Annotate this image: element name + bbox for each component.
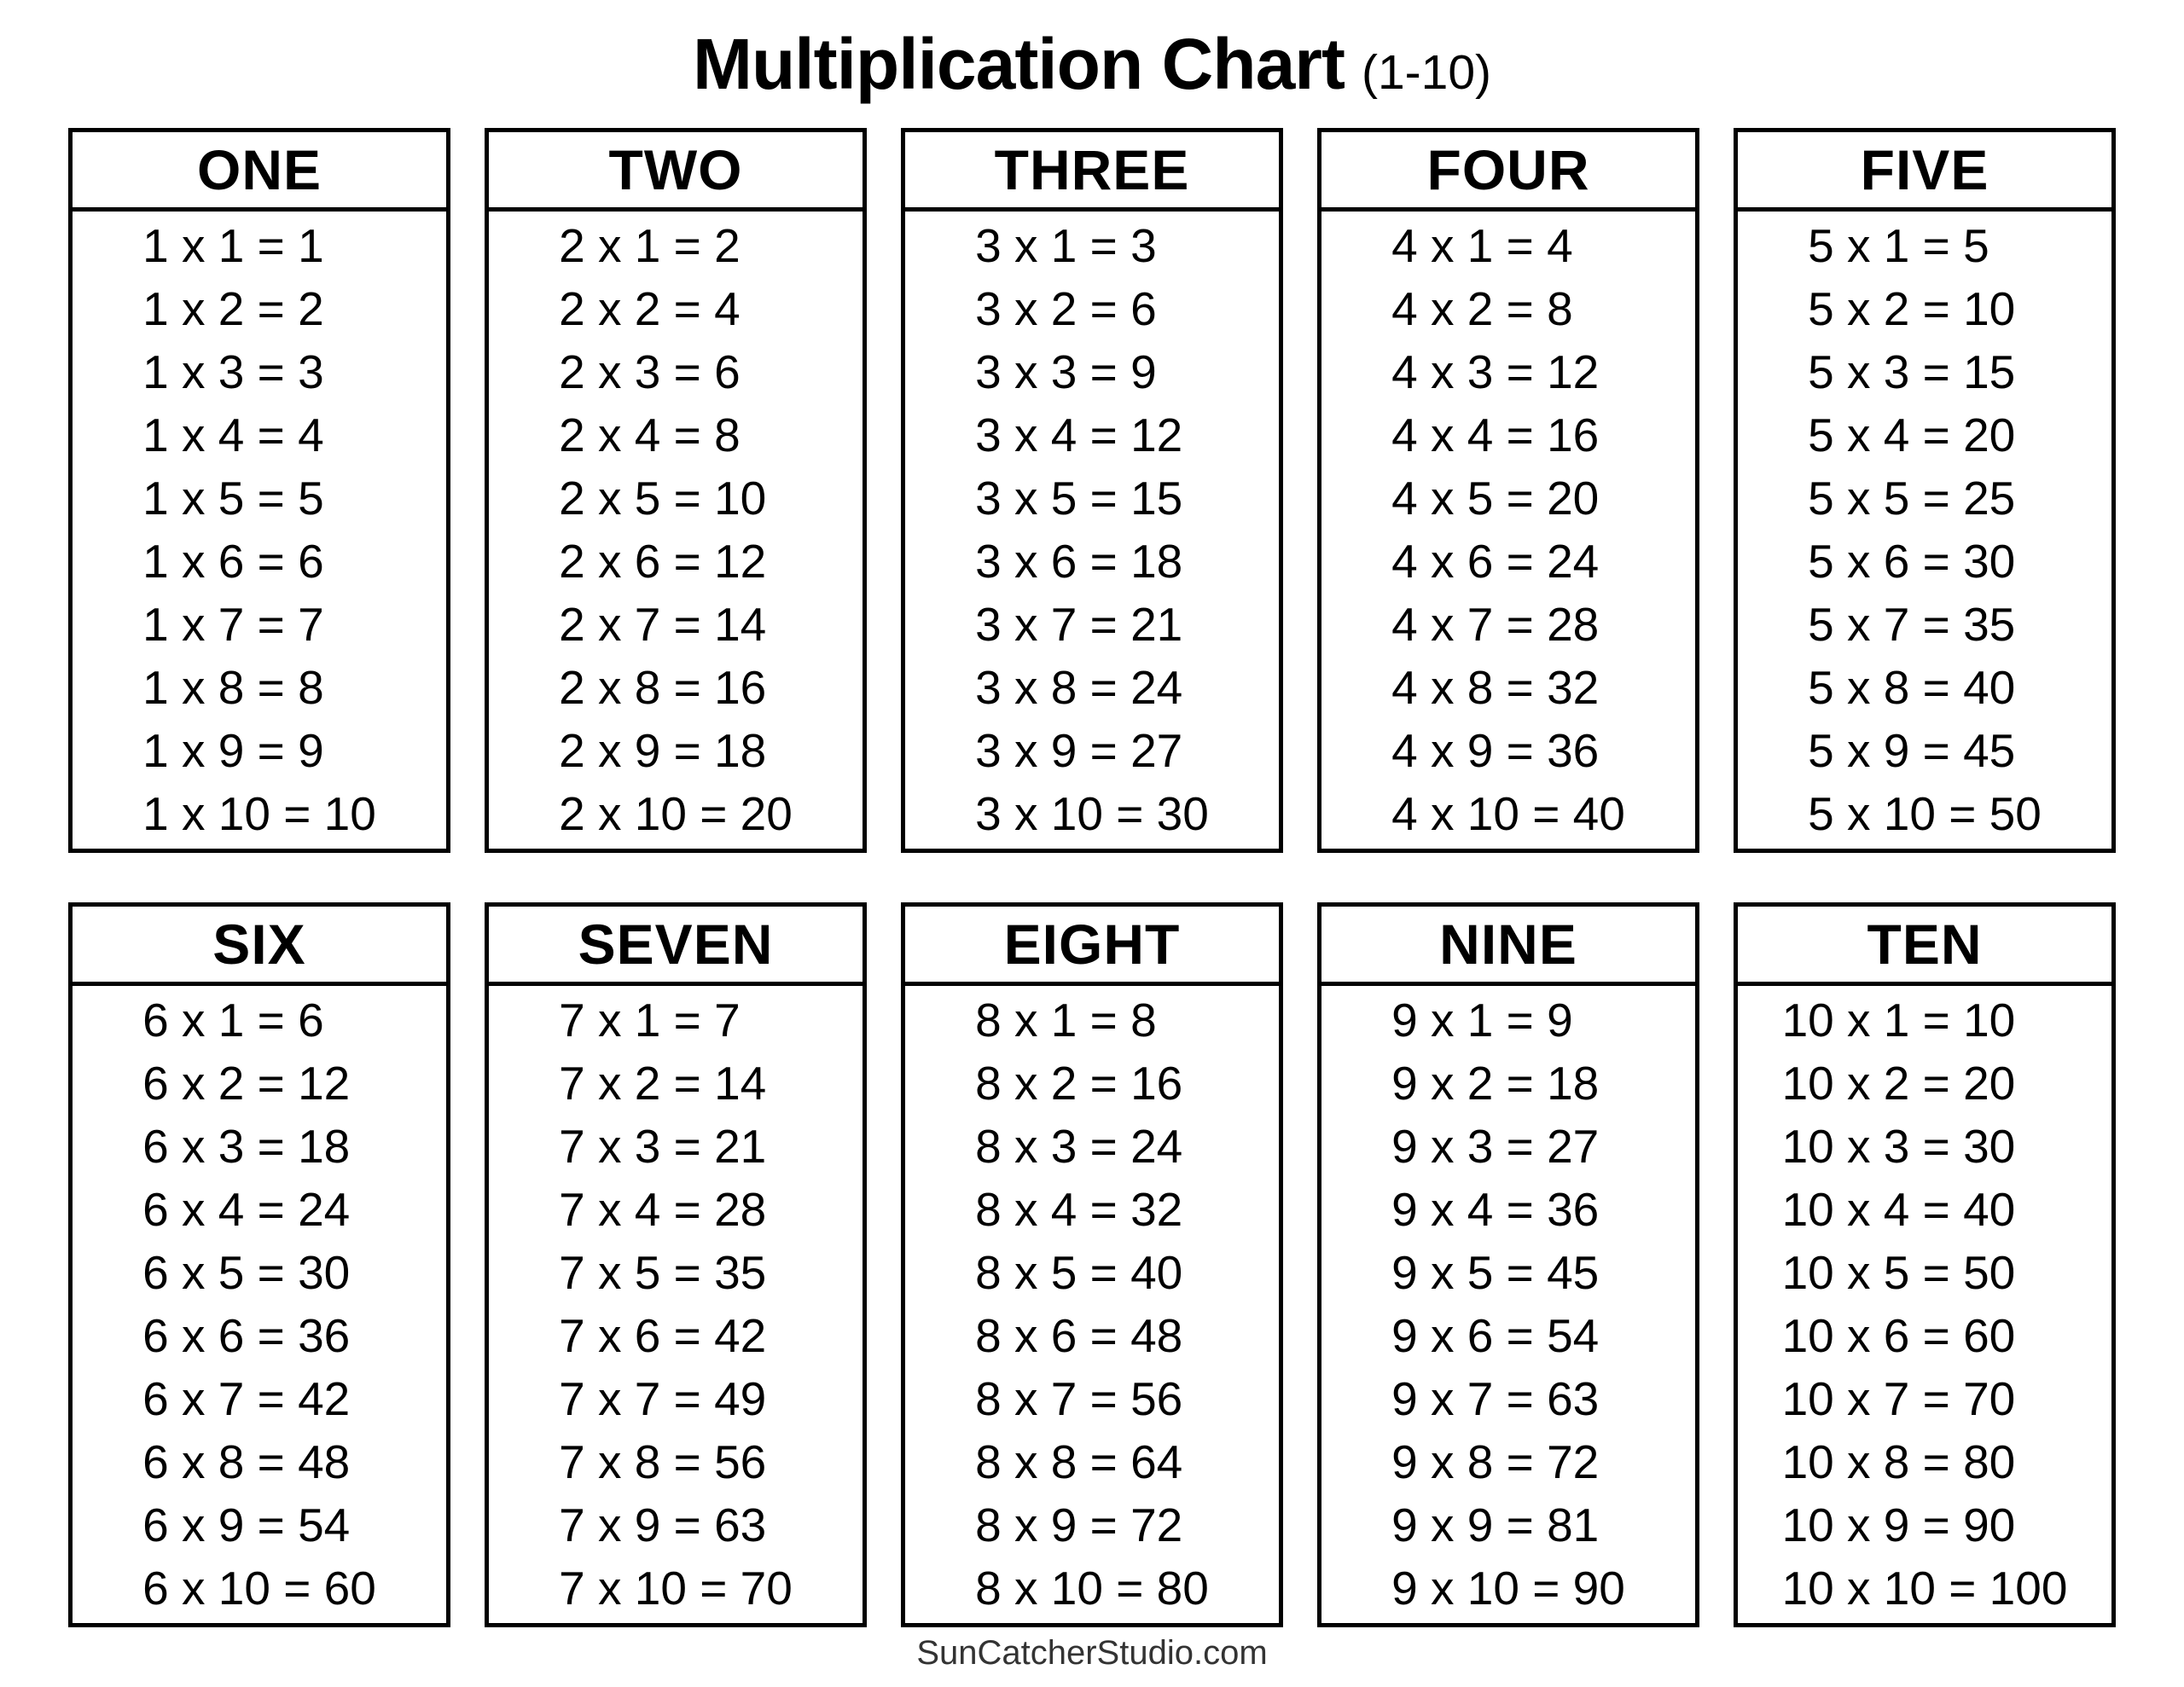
table-header-label: TEN — [1738, 907, 2111, 986]
fact-line: 3 x 9 = 27 — [975, 724, 1183, 777]
facts-list — [1391, 988, 1625, 1620]
fact-line: 5 x 9 = 45 — [1808, 724, 2016, 777]
fact-line: 1 x 7 = 7 — [142, 598, 324, 651]
fact-line: 3 x 3 = 9 — [975, 345, 1157, 398]
footer-website-text: SunCatcherStudio.com — [916, 1633, 1268, 1672]
table-body — [1321, 212, 1695, 849]
fact-line: 2 x 7 = 14 — [559, 598, 767, 651]
fact-line: 6 x 5 = 30 — [142, 1246, 351, 1299]
fact-line: 9 x 6 = 54 — [1391, 1309, 1600, 1362]
fact-line: 8 x 4 = 32 — [975, 1183, 1183, 1236]
fact-line: 6 x 4 = 24 — [142, 1183, 351, 1236]
fact-line: 9 x 4 = 36 — [1391, 1183, 1600, 1236]
fact-line: 7 x 2 = 14 — [559, 1057, 767, 1110]
fact-line: 5 x 7 = 35 — [1808, 598, 2016, 651]
fact-line: 4 x 5 = 20 — [1391, 472, 1600, 525]
fact-line: 10 x 1 = 10 — [1781, 994, 2016, 1046]
fact-line: 9 x 9 = 81 — [1391, 1499, 1600, 1551]
fact-line: 5 x 1 = 5 — [1808, 219, 1989, 272]
fact-line: 8 x 10 = 80 — [975, 1562, 1209, 1615]
fact-line: 4 x 4 = 16 — [1391, 409, 1600, 461]
facts-list — [975, 214, 1209, 845]
fact-line: 2 x 1 = 2 — [559, 219, 741, 272]
table-body — [489, 212, 863, 849]
table-body — [905, 212, 1279, 849]
fact-line: 9 x 10 = 90 — [1391, 1562, 1625, 1615]
fact-line: 5 x 6 = 30 — [1808, 535, 2016, 588]
fact-line: 6 x 7 = 42 — [142, 1372, 351, 1425]
fact-line: 3 x 2 = 6 — [975, 282, 1157, 335]
fact-line: 10 x 2 = 20 — [1781, 1057, 2016, 1110]
fact-line: 3 x 5 = 15 — [975, 472, 1183, 525]
fact-line: 5 x 8 = 40 — [1808, 661, 2016, 714]
table-header-label: SIX — [73, 907, 446, 986]
table-header-label: ONE — [73, 132, 446, 212]
multiplication-table-ten — [1734, 902, 2116, 1627]
fact-line: 6 x 3 = 18 — [142, 1120, 351, 1173]
fact-line: 5 x 2 = 10 — [1808, 282, 2016, 335]
table-header-label: EIGHT — [905, 907, 1279, 986]
fact-line: 1 x 9 = 9 — [142, 724, 324, 777]
page-title: Multiplication Chart — [692, 23, 1345, 104]
table-body — [1738, 212, 2111, 849]
fact-line: 5 x 10 = 50 — [1808, 787, 2042, 840]
fact-line: 4 x 7 = 28 — [1391, 598, 1600, 651]
multiplication-table-nine — [1317, 902, 1699, 1627]
fact-line: 4 x 2 = 8 — [1391, 282, 1573, 335]
fact-line: 7 x 4 = 28 — [559, 1183, 767, 1236]
table-body — [1321, 986, 1695, 1623]
fact-line: 4 x 10 = 40 — [1391, 787, 1625, 840]
multiplication-table-three — [901, 128, 1283, 853]
fact-line: 1 x 3 = 3 — [142, 345, 324, 398]
fact-line: 2 x 4 = 8 — [559, 409, 741, 461]
fact-line: 10 x 9 = 90 — [1781, 1499, 2016, 1551]
fact-line: 2 x 2 = 4 — [559, 282, 741, 335]
fact-line: 4 x 1 = 4 — [1391, 219, 1573, 272]
table-body — [489, 986, 863, 1623]
table-body — [905, 986, 1279, 1623]
fact-line: 1 x 10 = 10 — [142, 787, 376, 840]
fact-line: 10 x 5 = 50 — [1781, 1246, 2016, 1299]
fact-line: 10 x 3 = 30 — [1781, 1120, 2016, 1173]
multiplication-table-seven — [485, 902, 867, 1627]
fact-line: 1 x 6 = 6 — [142, 535, 324, 588]
fact-line: 10 x 10 = 100 — [1781, 1562, 2068, 1615]
fact-line: 8 x 3 = 24 — [975, 1120, 1183, 1173]
table-header-label: TWO — [489, 132, 863, 212]
table-header-label: NINE — [1321, 907, 1695, 986]
multiplication-table-eight — [901, 902, 1283, 1627]
fact-line: 5 x 3 = 15 — [1808, 345, 2016, 398]
multiplication-table-two — [485, 128, 867, 853]
facts-list — [142, 988, 376, 1620]
facts-list — [142, 214, 376, 845]
facts-list — [1782, 988, 2068, 1620]
page-header — [0, 0, 2184, 128]
fact-line: 1 x 2 = 2 — [142, 282, 324, 335]
fact-line: 8 x 7 = 56 — [975, 1372, 1183, 1425]
fact-line: 9 x 7 = 63 — [1391, 1372, 1600, 1425]
page-subtitle: (1-10) — [1361, 44, 1492, 100]
fact-line: 1 x 4 = 4 — [142, 409, 324, 461]
facts-list — [559, 988, 793, 1620]
fact-line: 9 x 8 = 72 — [1391, 1435, 1600, 1488]
fact-line: 4 x 8 = 32 — [1391, 661, 1600, 714]
fact-line: 8 x 6 = 48 — [975, 1309, 1183, 1362]
fact-line: 6 x 10 = 60 — [142, 1562, 376, 1615]
title-line — [693, 23, 1491, 106]
fact-line: 1 x 5 = 5 — [142, 472, 324, 525]
fact-line: 7 x 10 = 70 — [559, 1562, 793, 1615]
fact-line: 6 x 8 = 48 — [142, 1435, 351, 1488]
fact-line: 3 x 1 = 3 — [975, 219, 1157, 272]
facts-list — [1808, 214, 2042, 845]
fact-line: 7 x 9 = 63 — [559, 1499, 767, 1551]
fact-line: 4 x 6 = 24 — [1391, 535, 1600, 588]
fact-line: 2 x 10 = 20 — [559, 787, 793, 840]
fact-line: 10 x 6 = 60 — [1781, 1309, 2016, 1362]
facts-list — [1391, 214, 1625, 845]
fact-line: 2 x 5 = 10 — [559, 472, 767, 525]
fact-line: 10 x 7 = 70 — [1781, 1372, 2016, 1425]
fact-line: 8 x 5 = 40 — [975, 1246, 1183, 1299]
table-body — [1738, 986, 2111, 1623]
fact-line: 9 x 5 = 45 — [1391, 1246, 1600, 1299]
fact-line: 9 x 1 = 9 — [1391, 994, 1573, 1046]
table-header-label: FOUR — [1321, 132, 1695, 212]
page-footer — [0, 1627, 2184, 1687]
fact-line: 9 x 2 = 18 — [1391, 1057, 1600, 1110]
multiplication-table-four — [1317, 128, 1699, 853]
facts-list — [975, 988, 1209, 1620]
fact-line: 10 x 4 = 40 — [1781, 1183, 2016, 1236]
fact-line: 7 x 8 = 56 — [559, 1435, 767, 1488]
fact-line: 7 x 6 = 42 — [559, 1309, 767, 1362]
fact-line: 7 x 7 = 49 — [559, 1372, 767, 1425]
fact-line: 6 x 9 = 54 — [142, 1499, 351, 1551]
table-body — [73, 986, 446, 1623]
fact-line: 9 x 3 = 27 — [1391, 1120, 1600, 1173]
tables-grid — [68, 128, 2116, 1627]
multiplication-table-six — [68, 902, 450, 1627]
fact-line: 3 x 10 = 30 — [975, 787, 1209, 840]
fact-line: 6 x 2 = 12 — [142, 1057, 351, 1110]
fact-line: 8 x 2 = 16 — [975, 1057, 1183, 1110]
fact-line: 8 x 1 = 8 — [975, 994, 1157, 1046]
fact-line: 5 x 4 = 20 — [1808, 409, 2016, 461]
table-header-label: SEVEN — [489, 907, 863, 986]
fact-line: 2 x 8 = 16 — [559, 661, 767, 714]
fact-line: 10 x 8 = 80 — [1781, 1435, 2016, 1488]
fact-line: 3 x 6 = 18 — [975, 535, 1183, 588]
fact-line: 7 x 5 = 35 — [559, 1246, 767, 1299]
fact-line: 6 x 1 = 6 — [142, 994, 324, 1046]
fact-line: 5 x 5 = 25 — [1808, 472, 2016, 525]
fact-line: 7 x 1 = 7 — [559, 994, 741, 1046]
facts-list — [559, 214, 793, 845]
fact-line: 3 x 4 = 12 — [975, 409, 1183, 461]
table-header-label: THREE — [905, 132, 1279, 212]
table-header-label: FIVE — [1738, 132, 2111, 212]
fact-line: 3 x 8 = 24 — [975, 661, 1183, 714]
fact-line: 7 x 3 = 21 — [559, 1120, 767, 1173]
fact-line: 1 x 1 = 1 — [142, 219, 324, 272]
fact-line: 4 x 9 = 36 — [1391, 724, 1600, 777]
fact-line: 1 x 8 = 8 — [142, 661, 324, 714]
fact-line: 2 x 6 = 12 — [559, 535, 767, 588]
fact-line: 6 x 6 = 36 — [142, 1309, 351, 1362]
fact-line: 2 x 9 = 18 — [559, 724, 767, 777]
table-body — [73, 212, 446, 849]
multiplication-table-five — [1734, 128, 2116, 853]
multiplication-table-one — [68, 128, 450, 853]
fact-line: 8 x 8 = 64 — [975, 1435, 1183, 1488]
fact-line: 8 x 9 = 72 — [975, 1499, 1183, 1551]
fact-line: 2 x 3 = 6 — [559, 345, 741, 398]
fact-line: 4 x 3 = 12 — [1391, 345, 1600, 398]
fact-line: 3 x 7 = 21 — [975, 598, 1183, 651]
